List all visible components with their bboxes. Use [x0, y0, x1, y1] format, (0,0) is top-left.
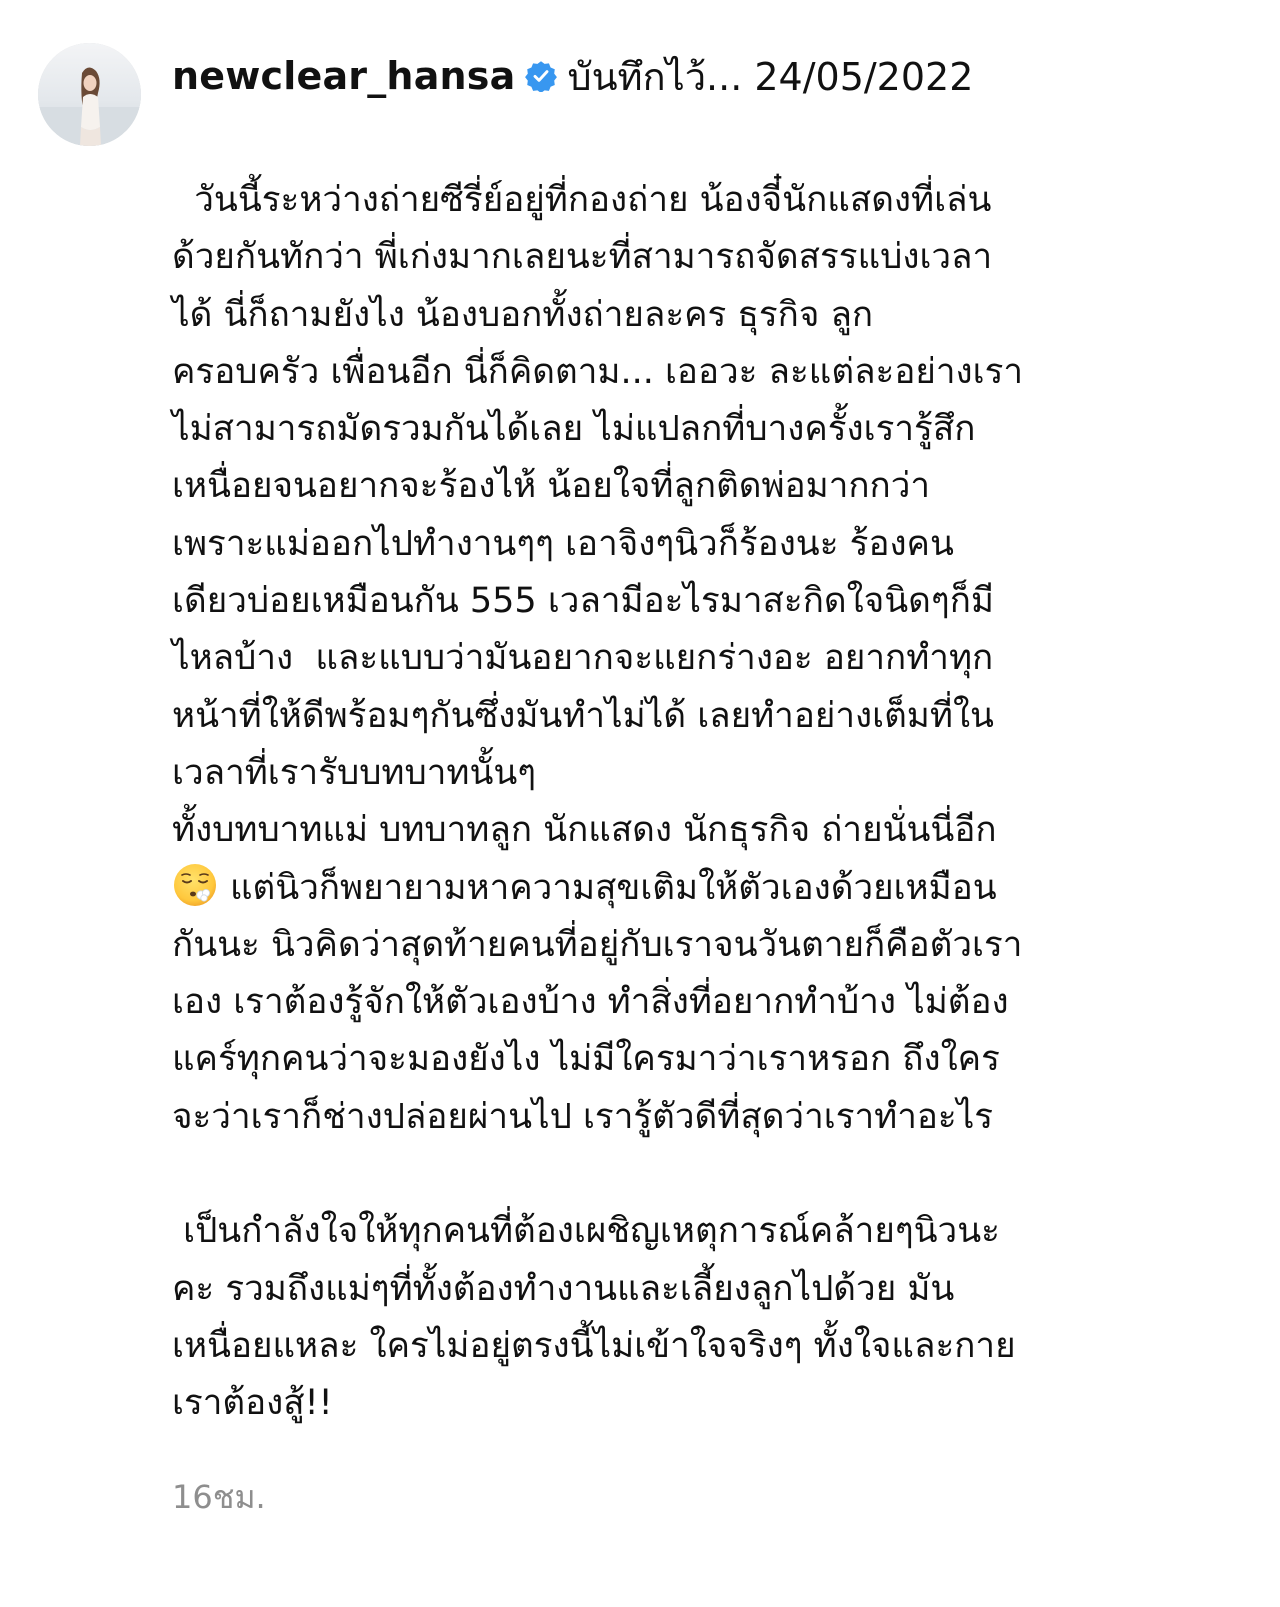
caption-line: เพราะแม่ออกไปทำงานๆๆ เอาจิงๆนิวก็ร้องนะ ร้องคน	[172, 523, 954, 564]
caption-line: หน้าที่ให้ดีพร้อมๆกันซึ่งมันทำไม่ได้ เลยทำอย่างเต็มที่ใน	[172, 695, 994, 736]
caption-line: แคร์ทุกคนว่าจะมองยังไง ไม่มีใครมาว่าเราหรอก ถึงใคร	[172, 1039, 1000, 1080]
caption-line: เวลาที่เรารับบทบาทนั้นๆ	[172, 752, 537, 793]
caption-line: ครอบครัว เพื่อนอีก นี่ก็คิดตาม... เออวะ ละแต่ละอย่างเรา	[172, 351, 1024, 392]
caption-header: บันทึกไว้... 24/05/2022	[567, 54, 974, 99]
caption-line: คะ รวมถึงแม่ๆที่ทั้งต้องทำงานและเลี้ยงลูกไปด้วย มัน	[172, 1268, 955, 1309]
caption-line-with-emoji	[172, 860, 1222, 917]
caption-line: เอง เราต้องรู้จักให้ตัวเองบ้าง ทำสิ่งที่อยากทำบ้าง ไม่ต้อง	[172, 982, 1009, 1023]
verified-badge-icon	[525, 60, 557, 92]
caption-line: ไหลบ้าง และแบบว่ามันอยากจะแยกร่างอะ อยากทำทุก	[172, 638, 994, 679]
exhaling-face-icon	[172, 862, 218, 908]
caption-line: เดียวบ่อยเหมือนกัน 555 เวลามีอะไรมาสะกิดใจนิดๆก็มี	[172, 581, 994, 622]
avatar[interactable]	[38, 43, 141, 146]
caption-line: ไม่สามารถมัดรวมกันได้เลย ไม่แปลกที่บางครั้งเรารู้สึก	[172, 409, 976, 450]
caption-line: วันนี้ระหว่างถ่ายซีรี่ย์อยู่ที่กองถ่าย น้องจี๋นักแสดงที่เล่น	[172, 180, 992, 220]
username[interactable]: newclear_hansa	[172, 54, 516, 98]
caption-line: ได้ นี่ก็ถามยังไง น้องบอกทั้งถ่ายละคร ธุรกิจ ลูก	[172, 294, 874, 335]
post-header	[172, 52, 973, 100]
caption-line: กันนะ นิวคิดว่าสุดท้ายคนที่อยู่กับเราจนวันตายก็คือตัวเรา	[172, 924, 1023, 965]
caption-text	[172, 172, 1222, 1433]
caption-line: ทั้งบทบาทแม่ บทบาทลูก นักแสดง นักธุรกิจ ถ่ายนั่นนี่อีก	[172, 810, 997, 851]
caption-line: เหนื่อยจนอยากจะร้องไห้ น้อยใจที่ลูกติดพ่อมากกว่า	[172, 466, 931, 507]
caption-line: เราต้องสู้!!	[172, 1383, 333, 1424]
paragraph-gap	[172, 1146, 1222, 1203]
caption-line: เป็นกำลังใจให้ทุกคนที่ต้องเผชิญเหตุการณ์คล้ายๆนิวนะ	[172, 1211, 1000, 1252]
caption-line: แต่นิวก็พยายามหาความสุขเติมให้ตัวเองด้วยเหมือน	[230, 867, 997, 908]
post-timestamp[interactable]: 16ชม.	[172, 1478, 266, 1516]
profile-photo	[38, 43, 141, 146]
caption-line: เหนื่อยแหละ ใครไม่อยู่ตรงนี้ไม่เข้าใจจริงๆ ทั้งใจและกาย	[172, 1325, 1016, 1366]
caption-line: ด้วยกันทักว่า พี่เก่งมากเลยนะที่สามารถจัดสรรแบ่งเวลา	[172, 237, 993, 278]
caption-line: จะว่าเราก็ช่างปล่อยผ่านไป เรารู้ตัวดีที่สุดว่าเราทำอะไร	[172, 1096, 994, 1137]
